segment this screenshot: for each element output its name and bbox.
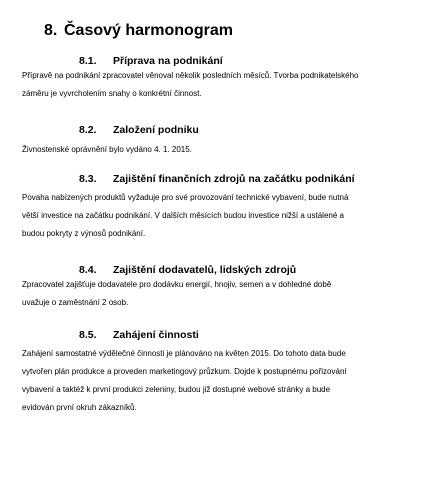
section-paragraph-founding (22, 141, 422, 159)
section-heading-financing (79, 173, 355, 185)
section-number: 8.2. (79, 124, 97, 136)
section-number: 8.3. (79, 173, 97, 185)
paragraph-line: Přípravě na podnikání zpracovatel věnoval několik posledních měsíců. Tvorba podnikatelského (22, 71, 359, 80)
section-paragraph-financing (22, 189, 422, 243)
section-heading-suppliers (79, 264, 296, 276)
section-title: Zajištění finančních zdrojů na začátku podnikání (113, 173, 355, 185)
section-paragraph-preparation (22, 67, 422, 103)
paragraph-line: záměru je vyvrcholením snahy o konkrétní činnost. (22, 89, 202, 98)
paragraph-line: vytvořen plán produkce a proveden marketingový průzkum. Dojde k postupnému pořizování (22, 367, 347, 376)
paragraph-line: vybavení a taktéž k první produkci zeleniny, budou již dostupné webové stránky a bude (22, 385, 331, 394)
paragraph-line: větší investice na začátku podnikání. V dalších měsících budou investice nižší a ustálené a (22, 211, 344, 220)
section-title: Příprava na podnikání (113, 55, 223, 67)
paragraph-line: uvažuje o zaměstnání 2 osob. (22, 298, 129, 307)
section-heading-launch (79, 329, 199, 341)
paragraph-line: evidován první okruh zákazníků. (22, 403, 137, 412)
section-title: Zajištění dodavatelů, lidských zdrojů (113, 264, 297, 276)
chapter-title (44, 22, 233, 40)
section-title: Založení podniku (113, 124, 199, 136)
section-number: 8.5. (79, 329, 97, 341)
chapter-number: 8. (44, 22, 58, 39)
paragraph-line: Zahájení samostatné výdělečné činnosti je plánováno na květen 2015. Do tohoto data bude (22, 349, 346, 358)
section-paragraph-suppliers (22, 276, 422, 312)
paragraph-line: budou pokryty z výnosů podnikání. (22, 229, 146, 238)
section-title: Zahájení činnosti (113, 329, 199, 341)
section-number: 8.1. (79, 55, 97, 67)
paragraph-line: Povaha nabízených produktů vyžaduje pro své provozování technické vybavení, bude nutná (22, 193, 349, 202)
paragraph-line: Zpracovatel zajišťuje dodavatele pro dodávku energií, hnojiv, semen a v dohledné době (22, 280, 332, 289)
chapter-title-text: Časový harmonogram (64, 22, 233, 39)
section-paragraph-launch (22, 345, 422, 417)
section-heading-preparation (79, 55, 223, 67)
section-number: 8.4. (79, 264, 97, 276)
section-heading-founding (79, 124, 199, 136)
paragraph-line: Živnostenské oprávnění bylo vydáno 4. 1. 2015. (22, 145, 192, 154)
